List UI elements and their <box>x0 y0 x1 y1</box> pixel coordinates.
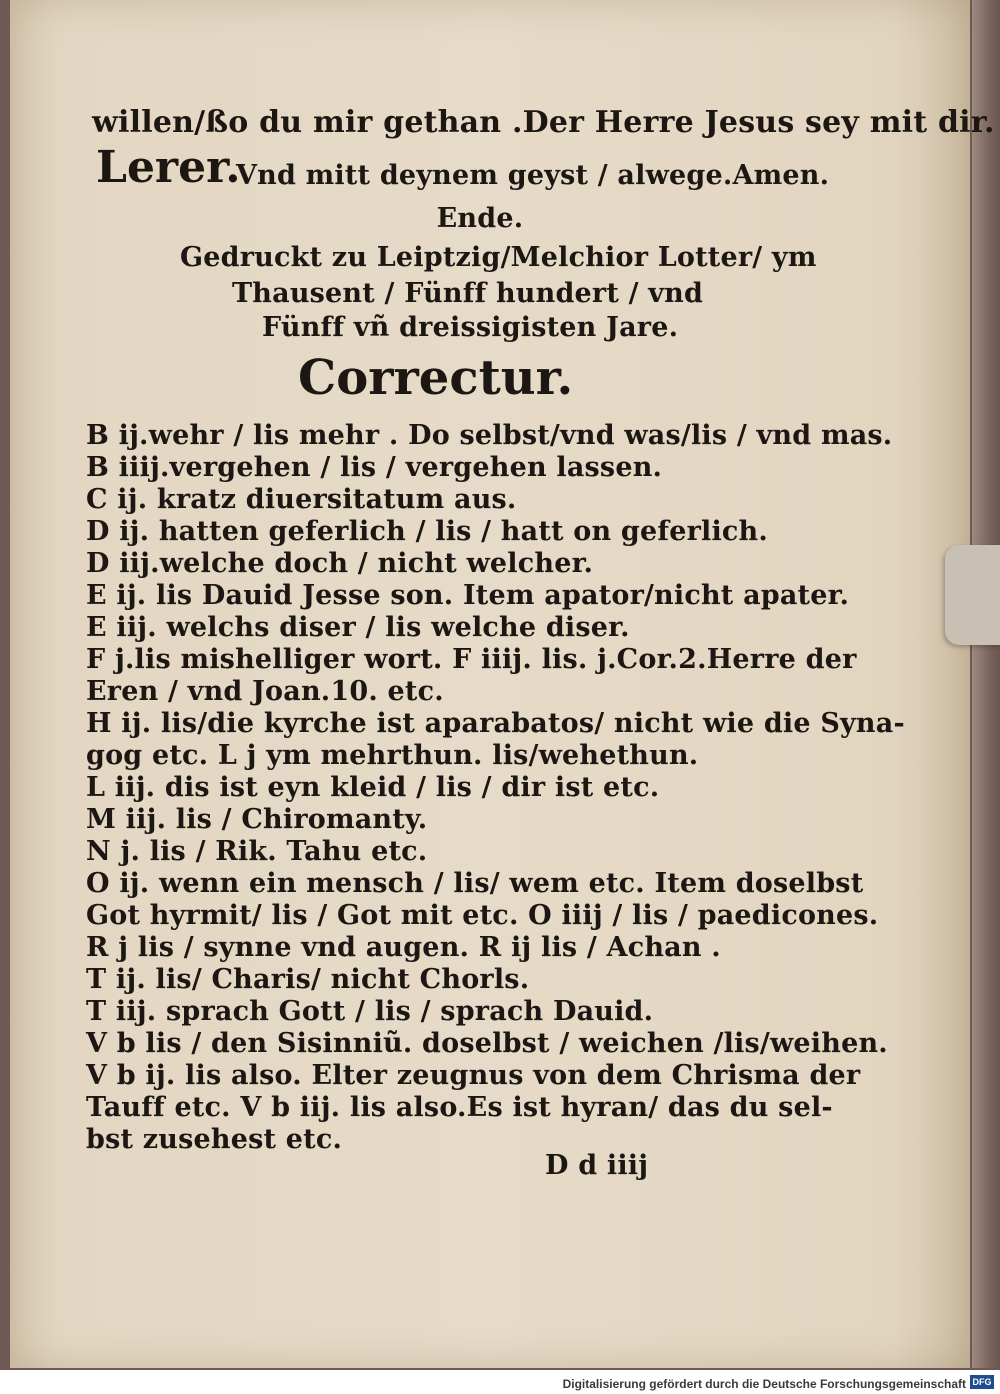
text-ende: Ende. <box>436 203 524 234</box>
correction-line: gog etc. L j ym mehrthun. lis/wehethun. <box>86 740 699 771</box>
correction-line: V b lis / den Sisinniũ. doselbst / weichen /lis/weihen. <box>86 1028 888 1059</box>
page-edge <box>972 0 1000 1368</box>
correction-line: Got hyrmit/ lis / Got mit etc. O iiij / lis / paedicones. <box>86 900 879 931</box>
heading-correctur: Correctur. <box>298 350 574 406</box>
imprint-line-3: Fünff vñ dreissigisten Jare. <box>262 312 679 343</box>
imprint-line-1: Gedruckt zu Leiptzig/Melchior Lotter/ ym <box>180 242 817 273</box>
imprint-line-2: Thausent / Fünff hundert / vnd <box>232 278 704 309</box>
signature-mark: D d iiij <box>545 1150 649 1181</box>
correction-line: H ij. lis/die kyrche ist aparabatos/ nicht wie die Syna- <box>86 708 905 739</box>
correction-line: L iij. dis ist eyn kleid / lis / dir ist etc. <box>86 772 660 803</box>
correction-line: T ij. lis/ Charis/ nicht Chorls. <box>86 964 530 995</box>
correction-line: Eren / vnd Joan.10. etc. <box>86 676 444 707</box>
funding-credit: Digitalisierung gefördert durch die Deutsche Forschungsgemeinschaft <box>562 1377 966 1391</box>
correction-line: N j. lis / Rik. Tahu etc. <box>86 836 428 867</box>
correction-line: O ij. wenn ein mensch / lis/ wem etc. Item doselbst <box>86 868 864 899</box>
page-tab <box>945 545 1000 645</box>
correction-line: V b ij. lis also. Elter zeugnus von dem Chrisma der <box>86 1060 861 1091</box>
correction-line: B iiij.vergehen / lis / vergehen lassen. <box>86 452 663 483</box>
dfg-logo: DFG <box>970 1375 994 1389</box>
correction-line: M iij. lis / Chiromanty. <box>86 804 428 835</box>
text-line-2: Vnd mitt deynem geyst / alwege.Amen. <box>236 160 830 191</box>
correction-line: C ij. kratz diuersitatum aus. <box>86 484 517 515</box>
correction-line: bst zusehest etc. <box>86 1124 343 1155</box>
correction-line: E ij. lis Dauid Jesse son. Item apator/nicht apater. <box>86 580 850 611</box>
correction-line: R j lis / synne vnd augen. R ij lis / Achan . <box>86 932 721 963</box>
correction-line: B ij.wehr / lis mehr . Do selbst/vnd was/lis / vnd mas. <box>86 420 893 451</box>
correction-line: Tauff etc. V b iij. lis also.Es ist hyran/ das du sel- <box>86 1092 833 1123</box>
heading-lerer: Lerer. <box>96 142 241 193</box>
correction-line: F j.lis mishelliger wort. F iiij. lis. j.Cor.2.Herre der <box>86 644 857 675</box>
correction-line: D ij. hatten geferlich / lis / hatt on geferlich. <box>86 516 768 547</box>
correction-line: D iij.welche doch / nicht welcher. <box>86 548 594 579</box>
correction-line: T iij. sprach Gott / lis / sprach Dauid. <box>86 996 654 1027</box>
footer-bar <box>0 1370 1000 1394</box>
correction-line: E iij. welchs diser / lis welche diser. <box>86 612 630 643</box>
text-line-1: willen/ßo du mir gethan .Der Herre Jesus sey mit dir. <box>92 105 995 140</box>
